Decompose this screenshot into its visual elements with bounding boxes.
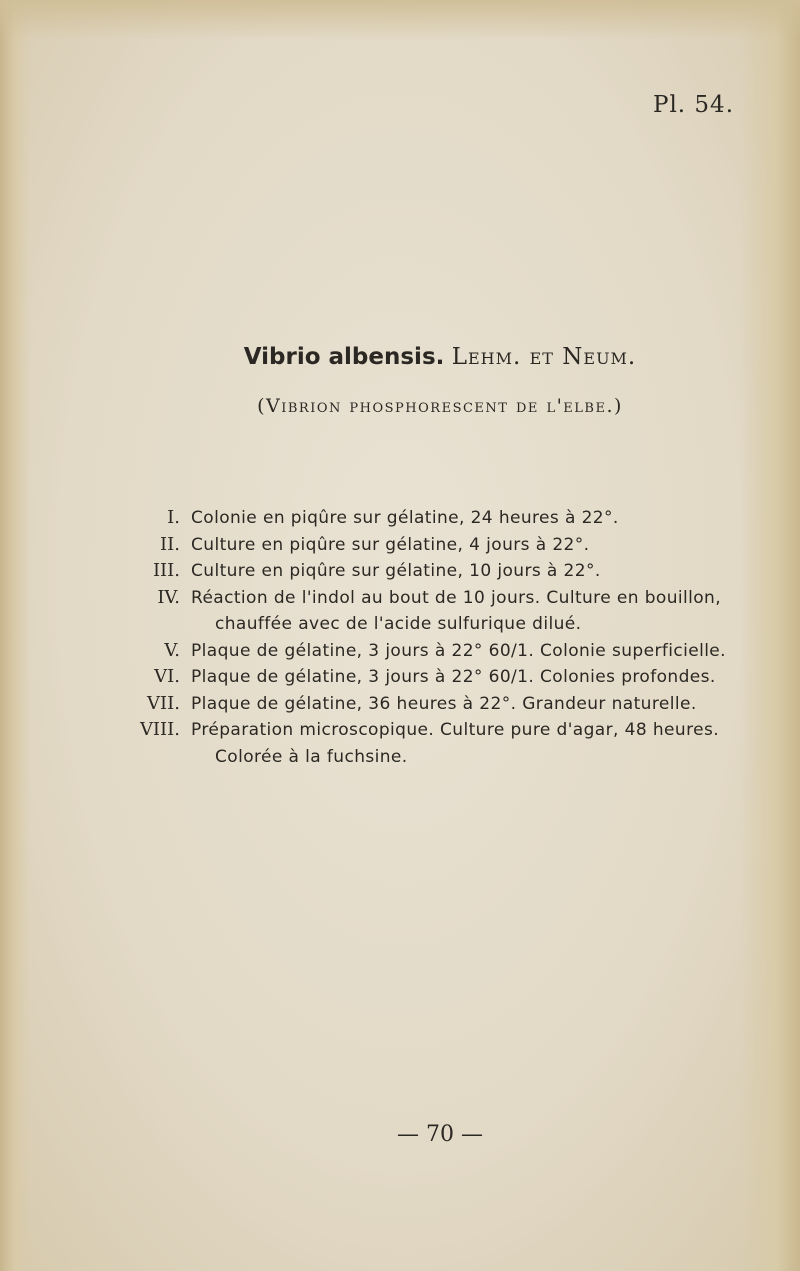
legend-text: chauffée avec de l'acide sulfurique dilué. xyxy=(215,614,582,634)
legend-entry xyxy=(128,691,748,718)
paper-edge-right xyxy=(740,0,800,1271)
legend-text: Colorée à la fuchsine. xyxy=(215,746,408,767)
legend-text: Culture en piqûre sur gélatine, 4 jours à 22°. xyxy=(191,534,590,555)
legend-text: Colonie en piqûre sur gélatine, 24 heures à 22°. xyxy=(191,508,619,528)
legend-numeral: VI. xyxy=(154,666,180,687)
legend-entry xyxy=(128,638,748,665)
legend-entry xyxy=(128,717,748,744)
legend-text: Préparation microscopique. Culture pure d'agar, 48 heures. xyxy=(191,720,720,740)
legend-entry xyxy=(128,532,748,559)
legend-numeral: IV. xyxy=(157,586,180,608)
legend-numeral: II. xyxy=(160,533,180,555)
legend-text: Plaque de gélatine, 3 jours à 22° 60/1. Colonie superficielle. xyxy=(191,640,726,661)
legend-numeral: I. xyxy=(167,507,180,528)
legend-entry xyxy=(128,558,748,585)
legend-text: Culture en piqûre sur gélatine, 10 jours à 22°. xyxy=(191,561,601,581)
legend-entry xyxy=(128,664,748,691)
species-name: Vibrio albensis. xyxy=(243,344,445,370)
plate-subtitle: (Vibrion phosphorescent de l'elbe.) xyxy=(257,395,623,417)
plate-number: Pl. 54. xyxy=(652,92,734,118)
legend-entry-continuation xyxy=(128,611,748,638)
plate-title xyxy=(0,344,800,370)
authors: Lehm. et Neum. xyxy=(451,344,637,370)
legend-text: Plaque de gélatine, 3 jours à 22° 60/1. Colonies profondes. xyxy=(191,667,716,687)
legend-entry xyxy=(128,585,748,612)
legend-numeral: VIII. xyxy=(139,719,180,740)
paper-edge-left xyxy=(0,0,30,1271)
legend-entry-continuation xyxy=(128,744,748,771)
legend-text: Plaque de gélatine, 36 heures à 22°. Grandeur naturelle. xyxy=(191,693,697,714)
legend-entry xyxy=(128,505,748,532)
paper-edge-top xyxy=(0,0,800,40)
legend-numeral: III. xyxy=(152,560,180,581)
figure-legend xyxy=(128,505,748,770)
legend-text: Réaction de l'indol au bout de 10 jours. Culture en bouillon, xyxy=(191,587,722,608)
legend-numeral: V. xyxy=(164,639,180,661)
legend-numeral: VII. xyxy=(147,692,180,714)
page-number: — 70 — xyxy=(397,1122,483,1147)
